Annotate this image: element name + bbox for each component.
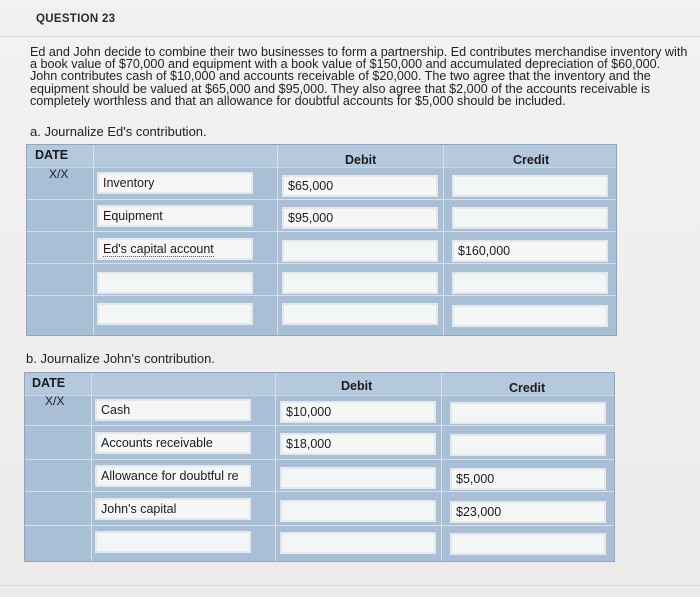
- debit-input[interactable]: $65,000: [282, 175, 438, 197]
- account-text: Ed's capital account: [103, 242, 214, 256]
- account-input[interactable]: John's capital: [95, 498, 251, 520]
- date-header: DATE: [35, 148, 69, 162]
- credit-input[interactable]: [450, 402, 606, 424]
- account-input[interactable]: Equipment: [97, 205, 253, 227]
- debit-input[interactable]: [282, 303, 438, 325]
- account-input[interactable]: Allowance for doubtful re: [95, 465, 251, 487]
- debit-header: Debit: [341, 379, 373, 393]
- part-b-label: b. Journalize John's contribution.: [26, 351, 215, 366]
- account-input[interactable]: [97, 303, 253, 325]
- date-value: X/X: [49, 167, 69, 181]
- debit-input[interactable]: $18,000: [280, 433, 436, 455]
- question-prompt: Ed and John decide to combine their two businesses to form a partnership. Ed contributes merchandise inventory with a book value of $70,000 and equipment with a book value of $150,000 and accumulated depreciation of $60,000. John contributes cash of $10,000 and accounts receivable of $20,000. The two agree that the inventory and the equipment should be valued at $65,000 and $95,000. They also agree that $2,000 of the accounts receivable is completely worthless and that an allowance for doubtful accounts for $5,000 should be included.: [30, 45, 688, 108]
- divider: [0, 585, 700, 586]
- credit-input[interactable]: [452, 305, 608, 327]
- journal-table-a: [26, 144, 617, 336]
- account-input[interactable]: Accounts receivable: [95, 432, 251, 454]
- credit-header: Credit: [513, 153, 550, 167]
- date-value: X/X: [45, 394, 65, 408]
- debit-input[interactable]: [280, 532, 436, 554]
- debit-input[interactable]: [282, 272, 438, 294]
- credit-input[interactable]: [452, 272, 608, 294]
- journal-table-b: [24, 372, 615, 562]
- credit-input[interactable]: $160,000: [452, 240, 608, 262]
- date-header: DATE: [32, 376, 66, 390]
- debit-input[interactable]: [280, 467, 436, 489]
- credit-input[interactable]: $23,000: [450, 501, 606, 523]
- credit-input[interactable]: [450, 533, 606, 555]
- account-input[interactable]: [97, 238, 253, 260]
- credit-input[interactable]: [452, 175, 608, 197]
- credit-header: Credit: [509, 381, 546, 395]
- credit-input[interactable]: [450, 434, 606, 456]
- debit-header: Debit: [345, 153, 377, 167]
- account-input[interactable]: [97, 272, 253, 294]
- account-input[interactable]: Inventory: [97, 172, 253, 194]
- part-a-label: a. Journalize Ed's contribution.: [30, 124, 207, 139]
- debit-input[interactable]: [282, 240, 438, 262]
- debit-input[interactable]: $10,000: [280, 401, 436, 423]
- account-input[interactable]: Cash: [95, 399, 251, 421]
- credit-input[interactable]: [452, 207, 608, 229]
- account-input[interactable]: [95, 531, 251, 553]
- debit-input[interactable]: [280, 500, 436, 522]
- question-title: QUESTION 23: [36, 13, 116, 25]
- debit-input[interactable]: $95,000: [282, 207, 438, 229]
- credit-input[interactable]: $5,000: [450, 468, 606, 490]
